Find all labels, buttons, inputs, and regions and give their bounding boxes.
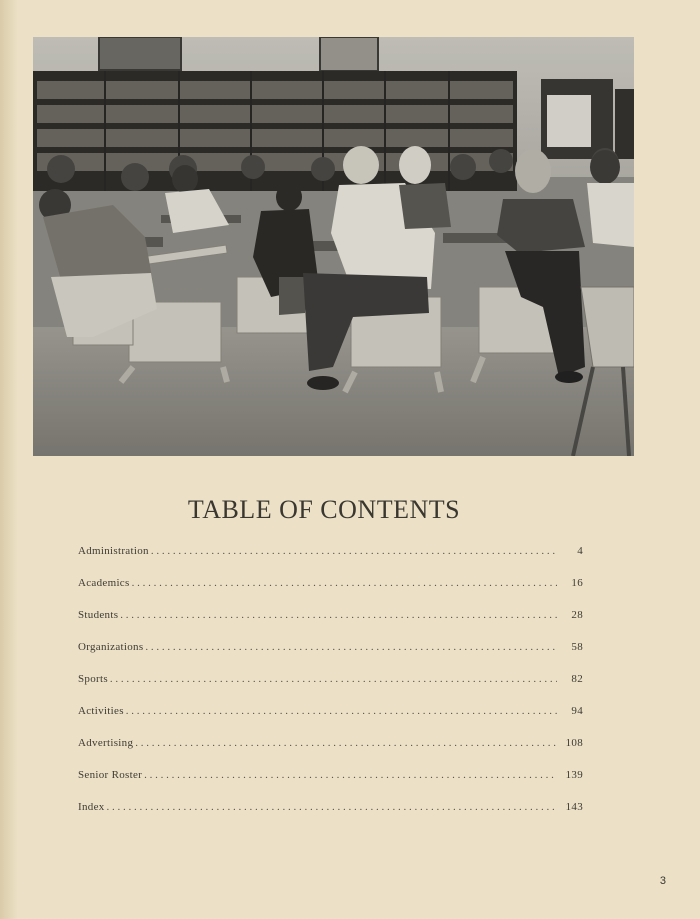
toc-entry-label: Advertising bbox=[78, 737, 134, 749]
toc-entry-label: Sports bbox=[78, 673, 108, 685]
classroom-photo bbox=[33, 37, 634, 456]
toc-leader-dots bbox=[145, 641, 557, 653]
toc-leader-dots bbox=[110, 673, 557, 685]
table-of-contents bbox=[78, 545, 583, 833]
toc-entry-page: 143 bbox=[565, 801, 583, 813]
toc-entry-page: 94 bbox=[571, 705, 583, 717]
toc-entry bbox=[78, 641, 583, 673]
toc-entry-page: 139 bbox=[565, 769, 583, 781]
toc-entry bbox=[78, 737, 583, 769]
toc-entry bbox=[78, 545, 583, 577]
toc-entry-label: Organizations bbox=[78, 641, 144, 653]
toc-leader-dots bbox=[107, 801, 557, 813]
toc-entry-page: 4 bbox=[577, 545, 583, 557]
toc-entry bbox=[78, 673, 583, 705]
toc-entry-page: 16 bbox=[571, 577, 583, 589]
page-title: TABLE OF CONTENTS bbox=[187, 495, 461, 524]
toc-entry-page: 28 bbox=[571, 609, 583, 621]
toc-leader-dots bbox=[144, 769, 557, 781]
toc-entry-label: Senior Roster bbox=[78, 769, 143, 781]
toc-entry-label: Academics bbox=[78, 577, 130, 589]
toc-leader-dots bbox=[126, 705, 557, 717]
toc-entry bbox=[78, 769, 583, 801]
toc-entry bbox=[78, 577, 583, 609]
page-binding-shadow bbox=[0, 0, 18, 919]
toc-leader-dots bbox=[135, 737, 557, 749]
toc-entry-label: Students bbox=[78, 609, 119, 621]
toc-entry-page: 82 bbox=[571, 673, 583, 685]
toc-leader-dots bbox=[151, 545, 557, 557]
toc-entry-label: Activities bbox=[78, 705, 124, 717]
toc-entry-label: Index bbox=[78, 801, 105, 813]
toc-entry bbox=[78, 705, 583, 737]
toc-entry-label: Administration bbox=[78, 545, 149, 557]
toc-leader-dots bbox=[120, 609, 557, 621]
toc-entry-page: 108 bbox=[565, 737, 583, 749]
page-number: 3 bbox=[659, 875, 666, 887]
toc-entry bbox=[78, 801, 583, 833]
toc-entry bbox=[78, 609, 583, 641]
toc-entry-page: 58 bbox=[571, 641, 583, 653]
toc-leader-dots bbox=[132, 577, 557, 589]
